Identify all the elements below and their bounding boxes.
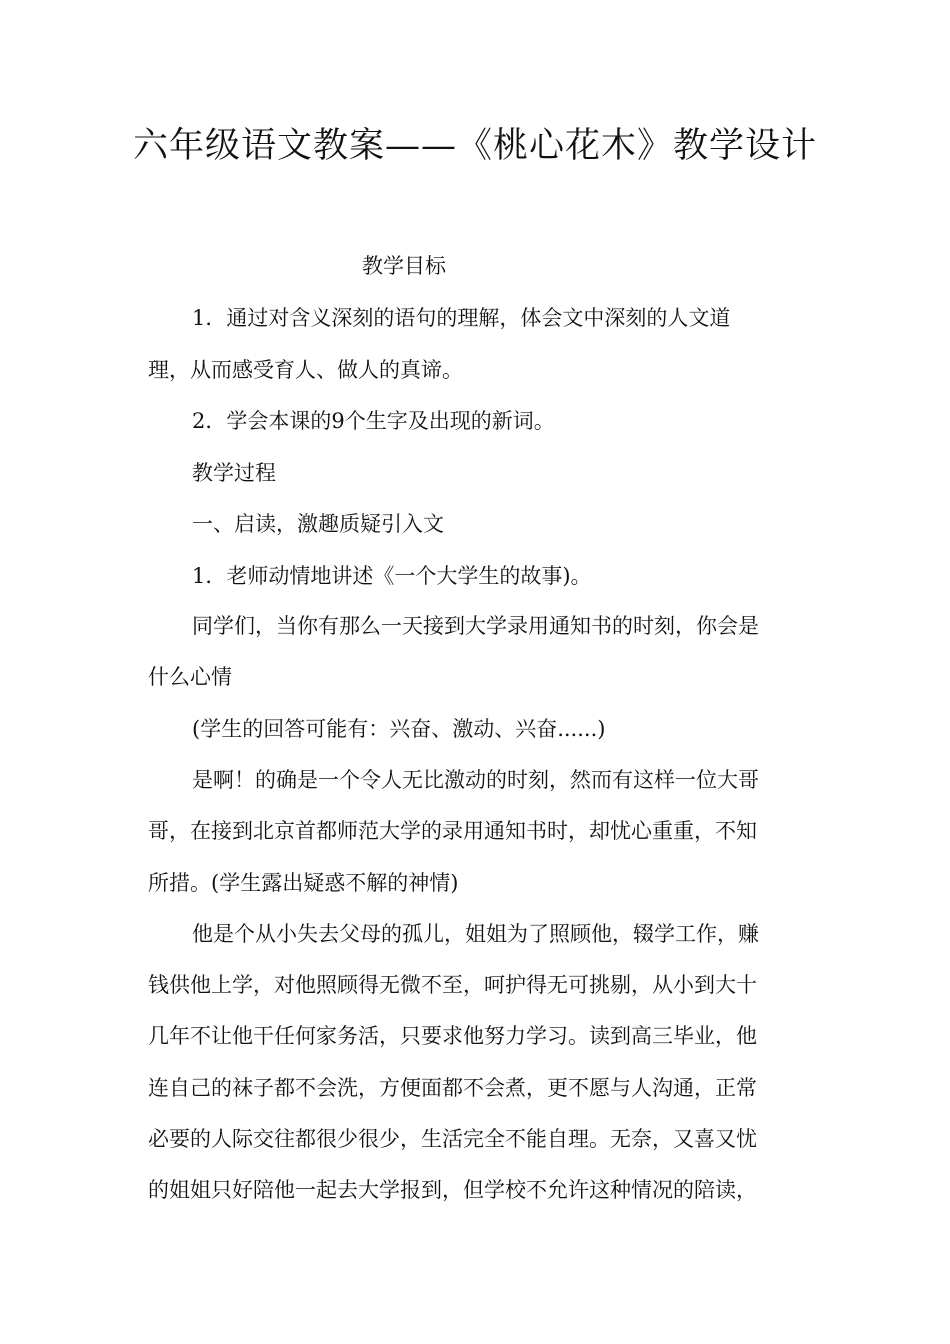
paragraph-line: 他是个从小失去父母的孤儿，姐姐为了照顾他，辍学工作，赚 xyxy=(192,922,759,946)
document-title: 六年级语文教案——《桃心花木》教学设计 xyxy=(132,126,817,166)
paragraph-line: 必要的人际交往都很少很少，生活完全不能自理。无奈，又喜又忧 xyxy=(148,1127,757,1151)
paragraph-line: 同学们，当你有那么一天接到大学录用通知书的时刻，你会是 xyxy=(192,614,759,638)
paragraph-line: 连自己的袜子都不会洗，方便面都不会煮，更不愿与人沟通，正常 xyxy=(148,1076,757,1100)
paragraph-line: (学生的回答可能有：兴奋、激动、兴奋......) xyxy=(192,717,606,741)
paragraph-line: 的姐姐只好陪他一起去大学报到，但学校不允许这种情况的陪读， xyxy=(148,1178,757,1202)
paragraph-line: 理，从而感受育人、做人的真谛。 xyxy=(148,358,463,382)
paragraph-line: 几年不让他干任何家务活，只要求他努力学习。读到高三毕业，他 xyxy=(148,1024,757,1048)
paragraph-line: 1．通过对含义深刻的语句的理解，体会文中深刻的人文道 xyxy=(192,306,731,330)
paragraph-line: 所措。(学生露出疑惑不解的神情) xyxy=(148,871,459,895)
paragraph-line: 1．老师动情地讲述《一个大学生的故事)。 xyxy=(192,564,592,588)
paragraph-line: 2．学会本课的9个生字及出现的新词。 xyxy=(192,409,555,433)
paragraph-line: 哥，在接到北京首都师范大学的录用通知书时，却忧心重重，不知 xyxy=(148,819,757,843)
paragraph-line: 是啊！的确是一个令人无比激动的时刻，然而有这样一位大哥 xyxy=(192,768,759,792)
section-heading-process: 教学过程 xyxy=(192,461,276,485)
paragraph-line: 什么心情 xyxy=(148,665,232,689)
paragraph-line: 钱供他上学，对他照顾得无微不至，呵护得无可挑剔，从小到大十 xyxy=(148,973,757,997)
paragraph-line: 一、启读，激趣质疑引入文 xyxy=(192,512,444,536)
section-heading-objectives: 教学目标 xyxy=(362,254,446,278)
